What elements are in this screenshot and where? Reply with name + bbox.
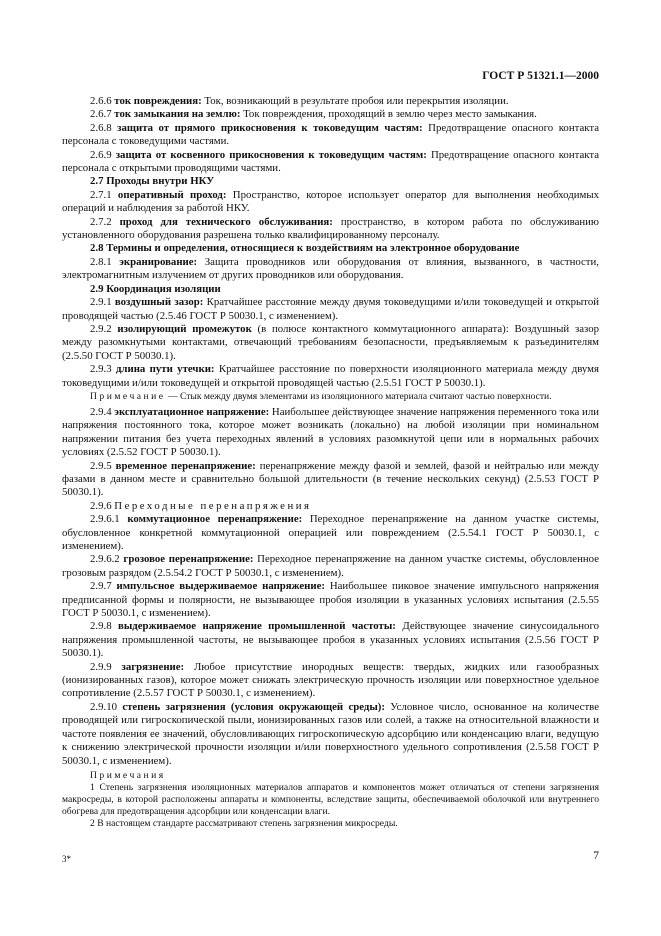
term: коммутационное перенапряжение: [127,513,303,526]
definition-text: (в полюсе контактного коммутационного аппарата): Воздушный зазор между разомкнутыми контактами, отвечающий требованиям безопасности, предъявляемым к разъединителям (2.5.50 ГОСТ Р 50030.1). [62,322,599,362]
clause-number: 2.9.5 [90,459,112,472]
definition-text: Наибольшее пиковое значение импульсного напряжения предписанной формы и полярности, не вызывающее пробоя изоляции в указанных условиях испытания (2.5.55 ГОСТ Р 50030.1, с изменением). [62,580,599,620]
term: степень загрязнения (условия окружающей среды): [122,700,385,713]
definition-text: Кратчайшее расстояние между двумя токоведущими и/или токоведущей и открытой проводящей частью (2.5.46 ГОСТ Р 50030.1, с изменением). [62,296,599,322]
clause-number: 2.6.8 [90,121,112,134]
definition-text: Ток, возникающий в результате пробоя или перекрытия изоляции. [201,95,509,107]
term: ток замыкания на землю: [114,108,241,121]
definition-text: перенапряжение между фазой и землей, фазой и нейтралью или между фазами в данном месте и сравнительно большой длительности (в течение нескольких секунд) (2.5.53 ГОСТ Р 50030.1). [62,459,599,499]
definition-text: Ток повреждения, проходящий в землю через место замыкания. [240,108,537,121]
definition-text: Любое присутствие инородных веществ: твердых, жидких или газообразных (ионизированных газов), которое может снижать электрическую прочность изоляции или поверхностное удельное сопротивление (2.5.57 ГОСТ Р 50030.1, с изменением). [62,660,599,700]
definition-paragraph [62,580,599,620]
definition-paragraph [62,323,599,363]
clause-number: 2.7.2 [90,215,112,228]
definition-text: пространство, в котором работа по обслуживанию установленного оборудования разрешена только квалифицированному персоналу. [62,215,599,242]
term: временное перенапряжение: [115,459,256,472]
subsection-title: Переходные перенапряжения [114,499,312,512]
term: импульсное выдерживаемое напряжение: [116,580,325,593]
definition-paragraph [62,149,599,176]
definition-text: Защита проводников или оборудования от влияния, вызванного, в частности, электромагнитным излучением от других проводников или оборудования. [62,255,600,282]
definition-paragraph [62,296,599,323]
definition-paragraph [62,460,599,500]
term: воздушный зазор: [114,296,204,309]
clause-number: 2.9.2 [90,322,112,335]
definition-paragraph [62,256,599,283]
document-body [62,95,599,830]
clause-number: 2.9.10 [90,700,117,713]
clause-number: 2.9.6 [90,499,112,512]
term: изолирующий промежуток [117,322,252,335]
clause-number: 2.9.3 [90,363,112,376]
definition-text: Переходное перенапряжение на данном участке системы, обусловленное грозовым разрядом (2.5.54.2 ГОСТ Р 50030.1, с изменением). [62,553,599,579]
note-item: 2 В настоящем стандарте рассматривают степень загрязнения микросреды. [90,817,398,829]
definition-text: Действующее значение синусоидального напряжения промышленной частоты, не вызывающее пробоя в указанных условиях испытания (2.5.56 ГОСТ Р 50030.1). [62,620,600,660]
term: проход для технического обслуживания: [119,215,333,228]
clause-number: 2.6.7 [90,108,112,121]
clause-number: 2.7.1 [90,188,112,201]
term: длина пути утечки: [115,363,215,376]
clause-number: 2.9.4 [90,405,112,418]
clause-number: 2.8.1 [90,255,112,268]
clause-number: 2.6.9 [90,148,112,161]
definition-paragraph [62,95,599,108]
definition-text: Наибольшее действующее значение напряжения переменного тока или напряжения постоянного тока, которое может возникать (локально) на любой изоляции при номинальном напряжении питания без учета переходных явлений в условиях разомкнутой цепи или в нормальных рабочих условиях (2.5.52 ГОСТ Р 50030.1). [62,405,599,459]
section-heading: 2.8 Термины и определения, относящиеся к воздействиям на электронное оборудование [90,242,520,255]
term: защита от прямого прикосновения к токоведущим частям: [117,121,423,134]
clause-number: 2.9.6.1 [90,513,120,526]
clause-number: 2.6.6 [90,95,112,107]
definition-paragraph [62,701,599,768]
definition-paragraph [62,406,599,460]
definition-paragraph [62,513,599,553]
definition-paragraph [62,108,599,121]
clause-number: 2.9.6.2 [90,553,120,566]
subsection-heading [62,500,599,513]
note [62,391,599,403]
document-code-header: ГОСТ Р 51321.1—2000 [482,70,599,82]
clause-number: 2.9.9 [90,660,112,673]
definition-text: Предотвращение опасного контакта персонала с открытыми проводящими частями. [62,148,599,175]
term: эксплуатационное напряжение: [114,405,270,418]
term: оперативный проход: [117,188,227,201]
definition-paragraph [62,661,599,701]
clause-number: 2.9.1 [90,296,112,309]
definition-text: Кратчайшее расстояние по поверхности изоляционного материала между двумя токоведущими и/или токоведущей и открытой проводящей частью (2.5.51 ГОСТ Р 50030.1). [62,363,599,389]
definition-paragraph [62,122,599,149]
definition-text: Условное число, основанное на количестве проводящей или гигроскопической пыли, ионизированных газов или солей, а также на относительной влажности и частоте появления ее значений, обусловливающих гигроскопическую адсорбцию или конденсацию влаги, ведущую к снижению электрической прочности изоляции и/или поверхностного удельного сопротивления (2.5.58 ГОСТ Р 50030.1, с изменением). [62,700,599,767]
section-heading: 2.9 Координация изоляции [90,282,221,295]
term: грозовое перенапряжение: [123,553,254,566]
note-text: — Стык между двумя элементами из изоляционного материала считают частью поверхности. [165,390,552,402]
term: загрязнение: [121,660,185,673]
term: защита от косвенного прикосновения к токоведущим частям: [115,148,427,161]
term: экранирование: [119,255,198,268]
definition-paragraph [62,620,599,660]
definition-paragraph [62,189,599,216]
definition-text: Пространство, которое использует оператор для выполнения необходимых операций и наблюдения за работой НКУ. [62,188,600,215]
term: выдерживаемое напряжение промышленной частоты: [118,620,396,633]
page-number: 7 [593,850,599,862]
note-label: Примечание [90,390,166,402]
clause-number: 2.9.8 [90,620,112,633]
sheet-mark: 3* [62,854,71,864]
note-item: 1 Степень загрязнения изоляционных материалов аппаратов и компонентов может отличаться от степени загрязнения макросреды, в которой расположены аппараты и компоненты, вследствие защиты, обеспечиваемой оболочкой или внутреннего обогрева для предотвращения адсорбции или конденсации влаги. [62,781,599,817]
term: ток повреждения: [114,95,202,107]
definition-paragraph [62,553,599,580]
definition-paragraph [62,216,599,243]
definition-text: Предотвращение опасного контакта персонала с токоведущими частями. [62,121,599,148]
definition-text: Переходное перенапряжение на данном участке системы, обусловленное конкретной коммутационной операцией или повреждением (2.5.54.1 ГОСТ Р 50030.1, с изменением). [62,513,599,552]
notes-heading: Примечания [90,769,166,781]
clause-number: 2.9.7 [90,580,112,593]
definition-paragraph [62,363,599,390]
section-heading: 2.7 Проходы внутри НКУ [90,175,215,188]
